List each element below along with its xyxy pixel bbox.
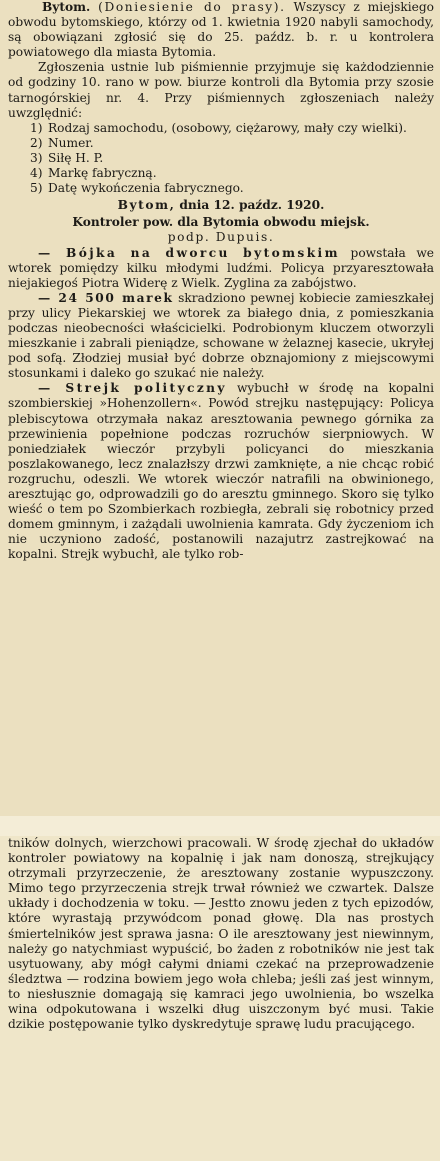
news-strike-lead: — Strejk polityczny bbox=[38, 381, 227, 396]
clipping-divider bbox=[0, 816, 440, 836]
notice-signer: Kontroler pow. dla Bytomia obwodu miejsk. bbox=[72, 215, 370, 230]
news-theft-lead: — 24 500 marek bbox=[38, 290, 174, 305]
notice-list-item: 3) Siłę H. P. bbox=[30, 150, 104, 165]
notice-list-item: 4) Markę fabryczną. bbox=[30, 166, 157, 181]
notice-heading bbox=[8, 0, 434, 60]
notice-title: Bytom. bbox=[42, 0, 91, 14]
notice-list-item: 2) Numer. bbox=[30, 135, 94, 150]
news-fight-lead: — Bójka na dworcu bytomskim bbox=[38, 245, 340, 260]
notice-paragraph-2: Zgłoszenia ustnie lub piśmiennie przyjmuje się każdodziennie od godziny 10. rano w pow. biurze kontroli dla Bytomia przy szosie tarnogórskiej nr. 4. Przy piśmiennych zgłoszeniach należy uwzględnić: bbox=[8, 60, 434, 120]
clipping-lower bbox=[0, 836, 440, 1161]
news-strike bbox=[8, 381, 434, 562]
news-strike-continued: tników dolnych, wierzchowi pracowali. W środę zjechał do układów kontroler powiatowy na kopalnię i jak nam donoszą, strejkujący otrzymali przyrzeczenie, że aresztowany zostanie wypuszczony. Mimo tego przyrzeczenia strejk trwał również we czwartek. Dalsze układy i dochodzenia w toku. — Jestto znowu jeden z tych epizodów, które wyrastają przywódcom ponad głowę. Dla nas prostych śmiertelników jest sprawa jasna: O ile aresztowany jest niewinnym, należy go natychmiast wypuścić, bo żaden z robotników nie jest tak usytuowany, aby mógł całymi dniami czekać na przeprowadzenie śledztwa — rodzina bowiem jego woła chleba; jeśli zaś jest winnym, to niesłusznie domagają się kamraci jego uwolnienia, bo wszelka wina odpokutowana i wszelki dług uiszczonym być musi. Takie dzikie postępowanie tylko dyskredytuje sprawę ludu pracującego. bbox=[8, 836, 434, 1032]
notice-paragraph-1: Wszyscy z miejskiego obwodu bytomskiego, którzy od 1. kwietnia 1920 nabyli samochody, są obowiązani zgłosić się do 25. paźdz. b. r. u kontrolera powiatowego dla miasta Bytomia. bbox=[8, 0, 434, 60]
news-fight bbox=[8, 246, 434, 291]
notice-date: dnia 12. paźdz. 1920. bbox=[179, 198, 325, 213]
notice-subtitle: (Doniesienie do prasy). bbox=[98, 0, 286, 14]
news-theft bbox=[8, 291, 434, 382]
news-strike-text: wybuchł w środę na kopalni szombierskiej »Hohenzollern«. Powód strejku następujący: Policya plebiscytowa otrzymała nakaz aresztowania pewnego górnika za przewinienia popełnione podczas rozruchów sierpniowych. W poniedziałek wieczór przybyli policyanci do mieszkania poszlakowanego, lecz znalazłszy drzwi zamknięte, a nie chcąc robić rozgruchu, odeszli. We wtorek wieczór natrafili na obwinionego, aresztując go, odprowadzili go do aresztu gminnego. Skoro się tylko wieść o tem po Szombierkach rozbiegła, zebrali się robotnicy przed domem gminnym, i zażądali uwolnienia kamrata. Gdy życzeniom ich nie uczyniono zadość, postanowili nazajutrz zastrejkować na kopalni. Strejk wybuchł, ale tylko rob- bbox=[8, 381, 434, 562]
news-theft-text: skradziono pewnej kobiecie zamieszkałej przy ulicy Piekarskiej we wtorek za białego dnia, z pomieszkania podczas nieobecności właścicielki. Podrobionym kluczem otworzyli mieszkanie i zabrali pieniądze, schowane w żelaznej kasecie, ukryłej pod sofą. Złodziej musiał być dobrze obznajomiony z miejscowymi stosunkami i daleko go szukać nie należy. bbox=[8, 290, 435, 381]
news-fight-text: powstała we wtorek pomiędzy kilku młodymi ludźmi. Policya przyaresztowała niejakiegoś Piotra Widerę z Wielk. Zyglina za zabójstwo. bbox=[8, 245, 434, 290]
notice-list-item: 1) Rodzaj samochodu, (osobowy, ciężarowy, mały czy wielki). bbox=[30, 120, 407, 135]
notice-list-item: 5) Datę wykończenia fabrycznego. bbox=[30, 181, 244, 196]
notice-date-place: Bytom, bbox=[117, 198, 176, 213]
notice-signature: podp. Dupuis. bbox=[167, 230, 275, 245]
notice-list bbox=[8, 121, 434, 196]
notice-dateline bbox=[8, 198, 434, 213]
